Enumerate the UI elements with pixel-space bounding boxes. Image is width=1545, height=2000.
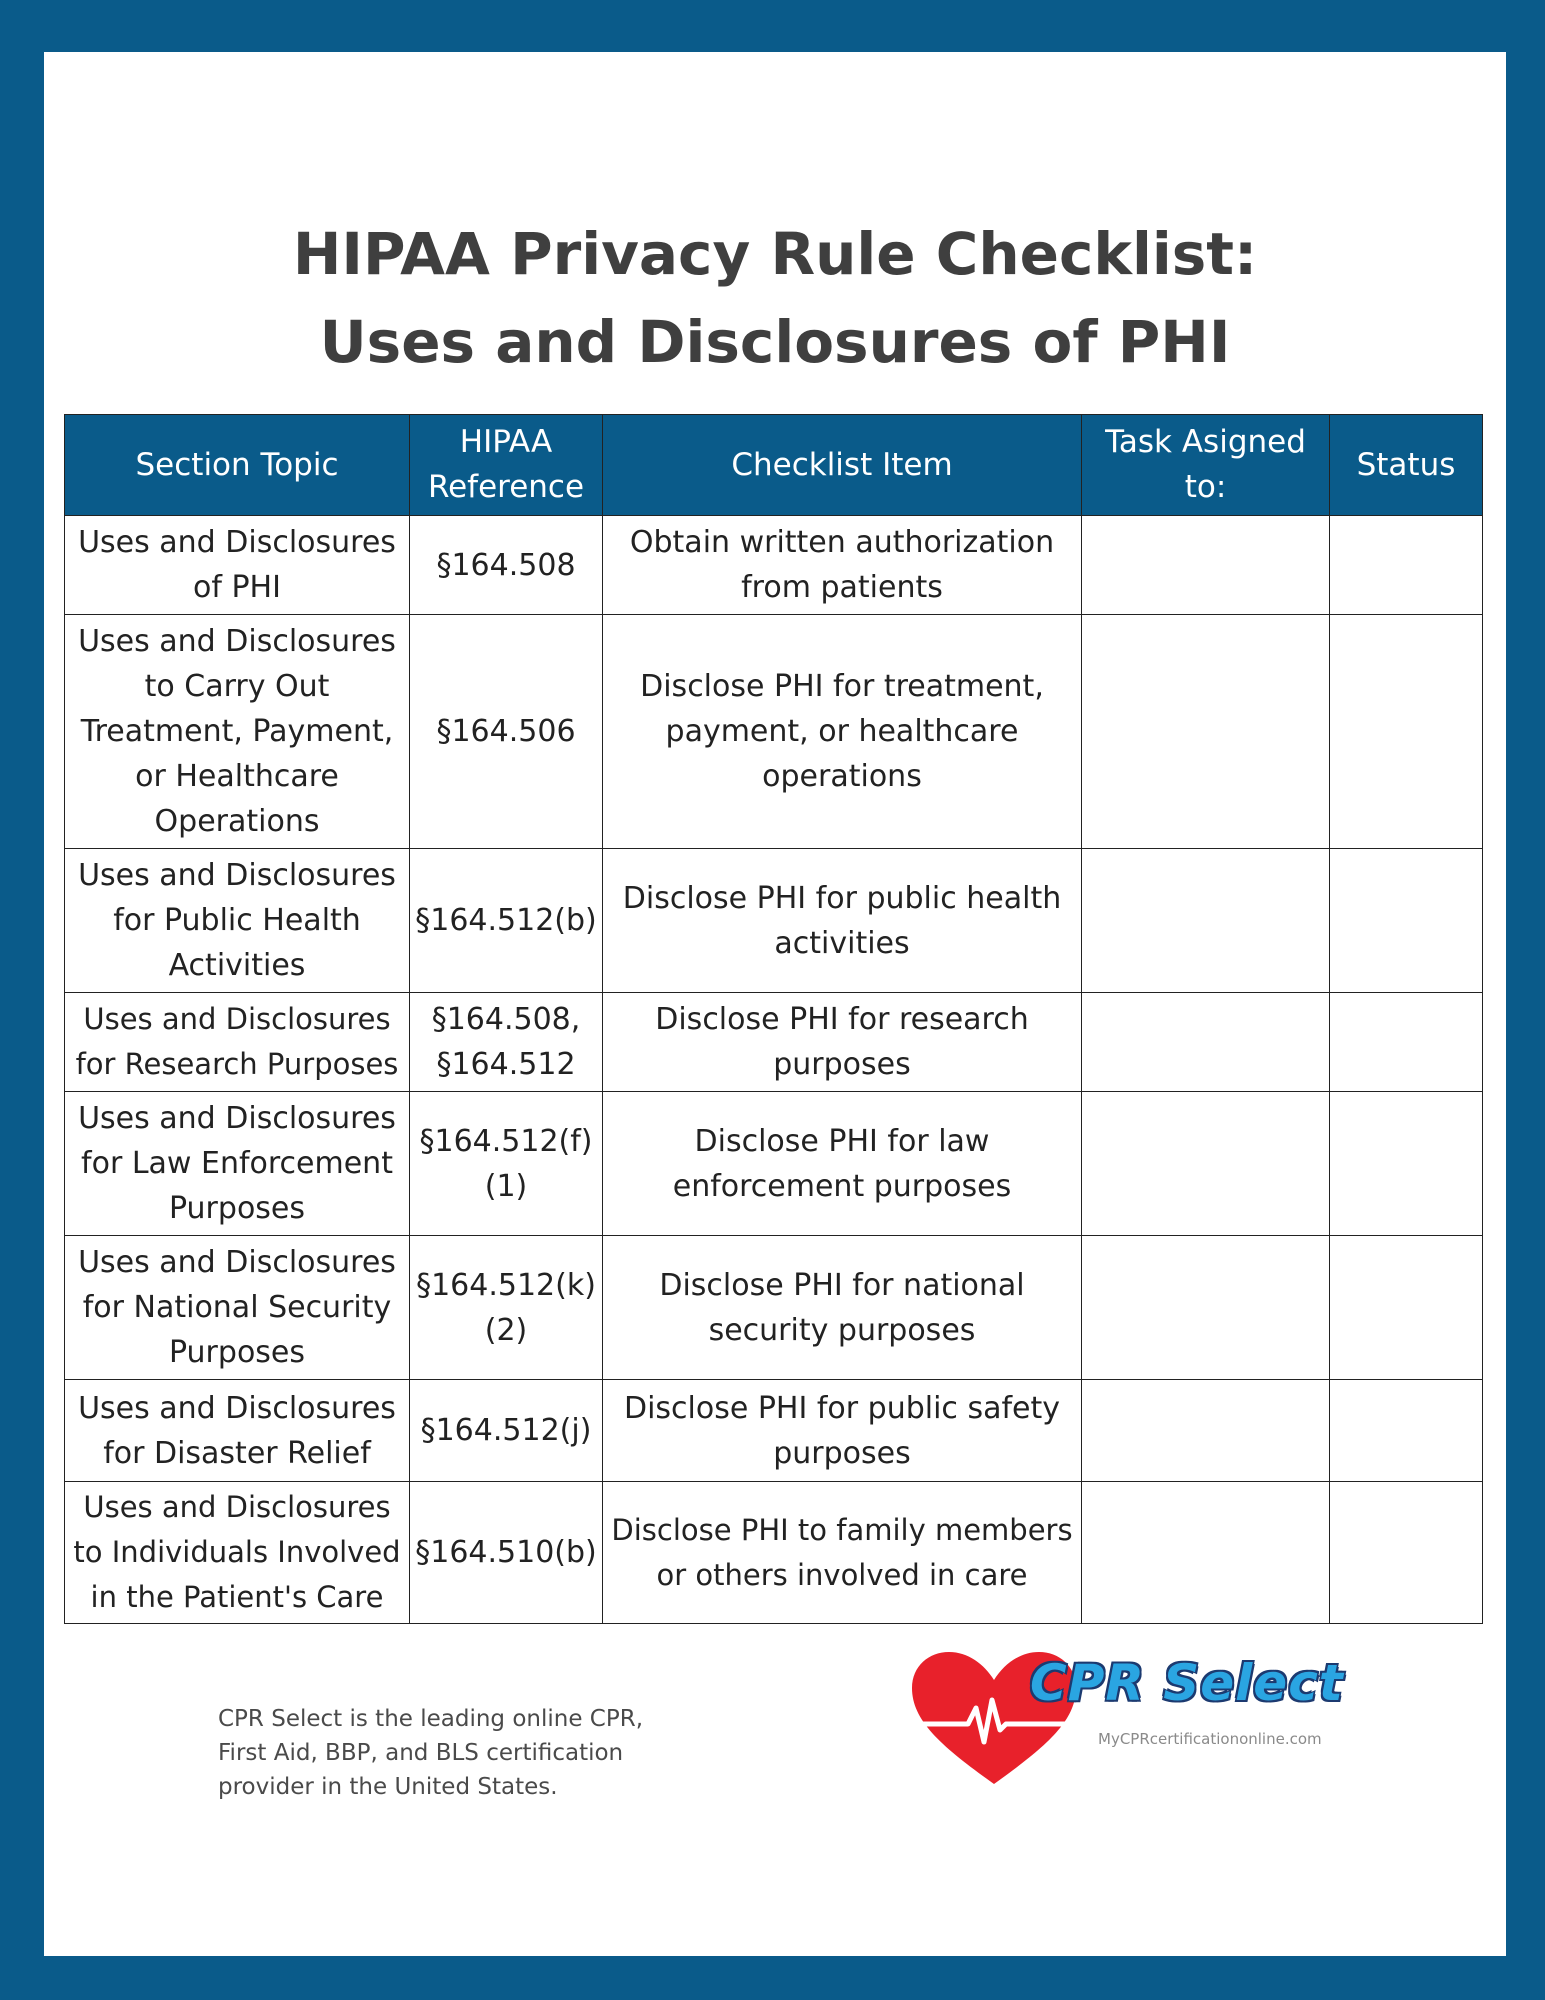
header-hipaa-reference: HIPAA Reference (410, 415, 603, 516)
cell-checklist-item: Disclose PHI for public health activities (603, 849, 1082, 993)
header-checklist-item: Checklist Item (603, 415, 1082, 516)
table-row (65, 615, 1483, 849)
footer-description: CPR Select is the leading online CPR, First Aid, BBP, and BLS certification provider in the United States. (218, 1706, 644, 1800)
cell-hipaa-reference: §164.512(k)(2) (410, 1236, 603, 1380)
cell-task-assigned[interactable] (1082, 993, 1330, 1092)
page-title-line2: Uses and Disclosures of PHI (319, 308, 1231, 376)
cell-checklist-item: Disclose PHI for research purposes (603, 993, 1082, 1092)
cell-task-assigned[interactable] (1082, 516, 1330, 615)
cell-task-assigned[interactable] (1082, 1236, 1330, 1380)
cell-section-topic: Uses and Disclosures for National Security Purposes (65, 1236, 410, 1380)
cell-checklist-item: Disclose PHI for treatment, payment, or healthcare operations (603, 615, 1082, 849)
cell-status[interactable] (1330, 516, 1483, 615)
cell-hipaa-reference: §164.506 (410, 615, 603, 849)
cell-checklist-item: Obtain written authorization from patients (603, 516, 1082, 615)
cell-hipaa-reference: §164.512(j) (410, 1380, 603, 1482)
cell-status[interactable] (1330, 1092, 1483, 1236)
checklist-table (64, 414, 1483, 1624)
table-row (65, 1236, 1483, 1380)
cell-hipaa-reference: §164.508, §164.512 (410, 993, 603, 1092)
checklist-page (44, 52, 1506, 1956)
table-row (65, 1092, 1483, 1236)
cpr-select-logo[interactable] (904, 1648, 1344, 1788)
cell-section-topic: Uses and Disclosures for Research Purposes (65, 993, 410, 1092)
logo-name: CPR Select (1030, 1654, 1344, 1712)
cell-section-topic: Uses and Disclosures to Individuals Involved in the Patient's Care (65, 1482, 410, 1624)
cell-hipaa-reference: §164.512(f)(1) (410, 1092, 603, 1236)
table-header-row (65, 415, 1483, 516)
header-task-assigned: Task Asigned to: (1082, 415, 1330, 516)
cell-status[interactable] (1330, 993, 1483, 1092)
table-row (65, 993, 1483, 1092)
cell-checklist-item: Disclose PHI to family members or others involved in care (603, 1482, 1082, 1624)
cell-task-assigned[interactable] (1082, 615, 1330, 849)
cell-section-topic: Uses and Disclosures for Law Enforcement Purposes (65, 1092, 410, 1236)
cell-checklist-item: Disclose PHI for public safety purposes (603, 1380, 1082, 1482)
table-row (65, 1380, 1483, 1482)
cell-status[interactable] (1330, 1380, 1483, 1482)
table-row (65, 849, 1483, 993)
cell-hipaa-reference: §164.512(b) (410, 849, 603, 993)
cell-section-topic: Uses and Disclosures for Disaster Relief (65, 1380, 410, 1482)
cell-task-assigned[interactable] (1082, 1092, 1330, 1236)
cell-status[interactable] (1330, 615, 1483, 849)
cell-section-topic: Uses and Disclosures for Public Health Activities (65, 849, 410, 993)
cell-status[interactable] (1330, 1482, 1483, 1624)
cell-checklist-item: Disclose PHI for law enforcement purposes (603, 1092, 1082, 1236)
table-row (65, 1482, 1483, 1624)
cell-checklist-item: Disclose PHI for national security purposes (603, 1236, 1082, 1380)
page-title-line1: HIPAA Privacy Rule Checklist: (292, 220, 1258, 288)
header-section-topic: Section Topic (65, 415, 410, 516)
cell-hipaa-reference: §164.510(b) (410, 1482, 603, 1624)
logo-url: MyCPRcertificationonline.com (1098, 1730, 1322, 1748)
cell-task-assigned[interactable] (1082, 1482, 1330, 1624)
cell-section-topic: Uses and Disclosures to Carry Out Treatment, Payment, or Healthcare Operations (65, 615, 410, 849)
header-status: Status (1330, 415, 1483, 516)
table-row (65, 516, 1483, 615)
cell-hipaa-reference: §164.508 (410, 516, 603, 615)
cell-status[interactable] (1330, 1236, 1483, 1380)
cell-status[interactable] (1330, 849, 1483, 993)
cell-task-assigned[interactable] (1082, 1380, 1330, 1482)
page-title (44, 210, 1506, 386)
cell-task-assigned[interactable] (1082, 849, 1330, 993)
cell-section-topic: Uses and Disclosures of PHI (65, 516, 410, 615)
